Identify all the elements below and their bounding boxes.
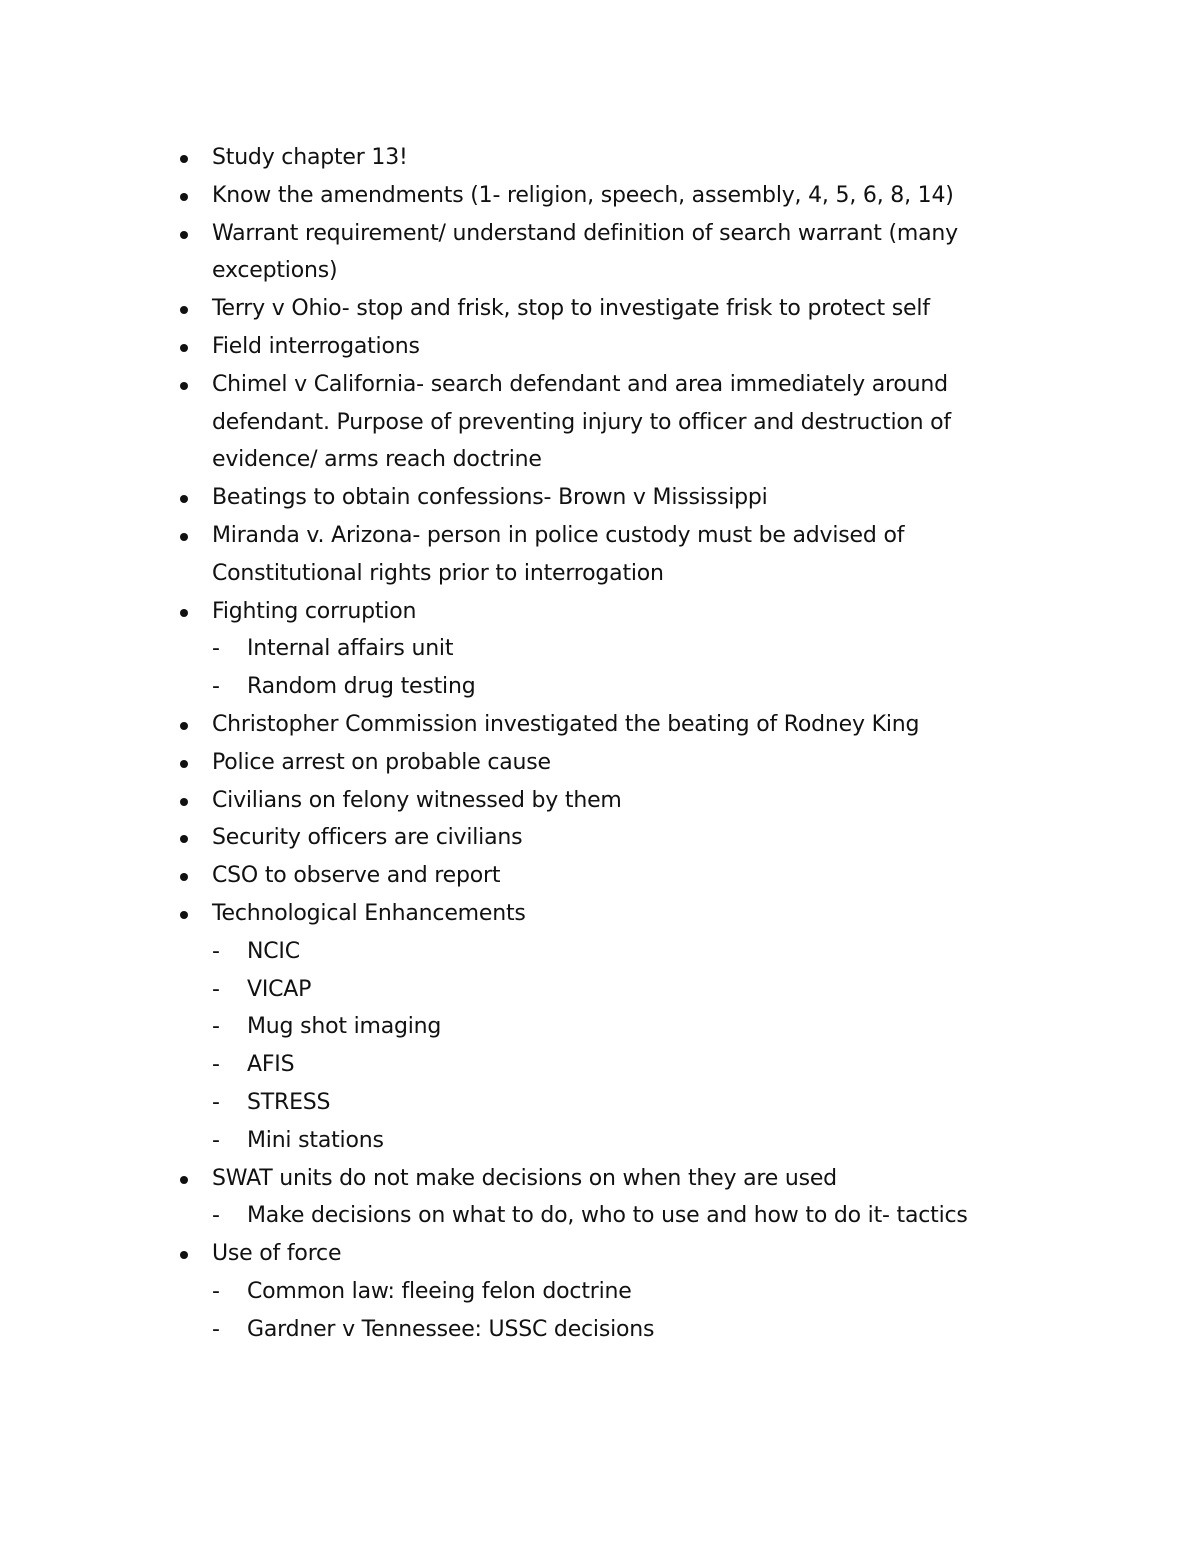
sublist-item-text: Internal affairs unit xyxy=(247,636,454,662)
list-item xyxy=(176,215,1036,291)
sublist-container xyxy=(176,933,1036,1160)
sublist-item-text: Random drug testing xyxy=(247,674,476,700)
list-item-text: Know the amendments (1- religion, speech, assembly, 4, 5, 6, 8, 14) xyxy=(212,182,954,208)
sublist xyxy=(176,1197,1036,1235)
sublist-item xyxy=(176,1084,1036,1122)
dash-marker: - xyxy=(212,636,220,662)
bullet-icon xyxy=(180,760,188,768)
dash-marker: - xyxy=(212,938,220,964)
list-item-text: Fighting corruption xyxy=(212,598,417,624)
list-item-text: Chimel v California- search defendant and area immediately around defendant. Purpose of preventing injury to officer and destruction of evidence/ arms reach doctrine xyxy=(212,371,951,473)
dash-marker: - xyxy=(212,1089,220,1115)
sublist-item-text: Common law: fleeing felon doctrine xyxy=(247,1278,632,1304)
sublist-item xyxy=(176,1046,1036,1084)
sublist-item xyxy=(176,971,1036,1009)
list-item-text: Warrant requirement/ understand definition of search warrant (many exceptions) xyxy=(212,220,958,284)
bullet-icon xyxy=(180,533,188,541)
list-item xyxy=(176,139,1036,177)
list-item-text: Police arrest on probable cause xyxy=(212,749,551,775)
sublist-item xyxy=(176,1311,1036,1349)
bullet-icon xyxy=(180,495,188,503)
bullet-icon xyxy=(180,722,188,730)
bullet-icon xyxy=(180,798,188,806)
sublist-item xyxy=(176,1122,1036,1160)
bullet-icon xyxy=(180,155,188,163)
bullet-icon xyxy=(180,1251,188,1259)
list-item xyxy=(176,290,1036,328)
list-item xyxy=(176,706,1036,744)
list-item-text: Christopher Commission investigated the beating of Rodney King xyxy=(212,711,920,737)
list-item xyxy=(176,857,1036,895)
dash-marker: - xyxy=(212,976,220,1002)
sublist-item-text: VICAP xyxy=(247,976,312,1002)
list-item-text: Miranda v. Arizona- person in police custody must be advised of Constitutional rights prior to interrogation xyxy=(212,522,905,586)
sublist-item-text: Mini stations xyxy=(247,1127,384,1153)
list-item-text: Civilians on felony witnessed by them xyxy=(212,787,622,813)
sublist-item xyxy=(176,1273,1036,1311)
bullet-icon xyxy=(180,609,188,617)
dash-marker: - xyxy=(212,1014,220,1040)
sublist-item-text: NCIC xyxy=(247,938,300,964)
list-item-text: Terry v Ohio- stop and frisk, stop to investigate frisk to protect self xyxy=(212,296,930,322)
sublist-item-text: Gardner v Tennessee: USSC decisions xyxy=(247,1316,655,1342)
list-item xyxy=(176,895,1036,933)
list-item xyxy=(176,744,1036,782)
sublist-item xyxy=(176,933,1036,971)
sublist-container xyxy=(176,1197,1036,1235)
sublist-item xyxy=(176,630,1036,668)
bullet-icon xyxy=(180,344,188,352)
list-item xyxy=(176,479,1036,517)
sublist xyxy=(176,933,1036,1160)
dash-marker: - xyxy=(212,674,220,700)
list-item xyxy=(176,328,1036,366)
list-item xyxy=(176,517,1036,593)
sublist-item xyxy=(176,1008,1036,1046)
list-item xyxy=(176,1160,1036,1198)
bullet-icon xyxy=(180,382,188,390)
list-item xyxy=(176,366,1036,479)
sublist-item-text: Mug shot imaging xyxy=(247,1014,442,1040)
dash-marker: - xyxy=(212,1203,220,1229)
list-item xyxy=(176,1235,1036,1273)
list-item xyxy=(176,782,1036,820)
bullet-icon xyxy=(180,231,188,239)
sublist-item-text: Make decisions on what to do, who to use and how to do it- tactics xyxy=(247,1203,968,1229)
bullet-icon xyxy=(180,306,188,314)
list-item-text: Technological Enhancements xyxy=(212,900,526,926)
dash-marker: - xyxy=(212,1127,220,1153)
list-item-text: Study chapter 13! xyxy=(212,145,408,170)
list-item-text: Field interrogations xyxy=(212,333,420,359)
dash-marker: - xyxy=(212,1052,220,1078)
list-item xyxy=(176,593,1036,631)
list-item xyxy=(176,177,1036,215)
notes-list xyxy=(176,139,1036,1349)
list-item-text: Use of force xyxy=(212,1241,342,1267)
list-item-text: Beatings to obtain confessions- Brown v Mississippi xyxy=(212,485,768,511)
bullet-icon xyxy=(180,1176,188,1184)
sublist-container xyxy=(176,1273,1036,1349)
list-item-text: SWAT units do not make decisions on when they are used xyxy=(212,1165,837,1191)
sublist-item xyxy=(176,1197,1036,1235)
list-item-text: Security officers are civilians xyxy=(212,825,523,851)
dash-marker: - xyxy=(212,1316,220,1342)
sublist-item-text: AFIS xyxy=(247,1052,295,1078)
list-item xyxy=(176,819,1036,857)
dash-marker: - xyxy=(212,1278,220,1304)
bullet-icon xyxy=(180,835,188,843)
bullet-icon xyxy=(180,911,188,919)
sublist xyxy=(176,630,1036,706)
sublist xyxy=(176,1273,1036,1349)
bullet-icon xyxy=(180,873,188,881)
sublist-container xyxy=(176,630,1036,706)
bullet-icon xyxy=(180,193,188,201)
list-item-text: CSO to observe and report xyxy=(212,863,501,889)
sublist-item xyxy=(176,668,1036,706)
sublist-item-text: STRESS xyxy=(247,1089,331,1115)
